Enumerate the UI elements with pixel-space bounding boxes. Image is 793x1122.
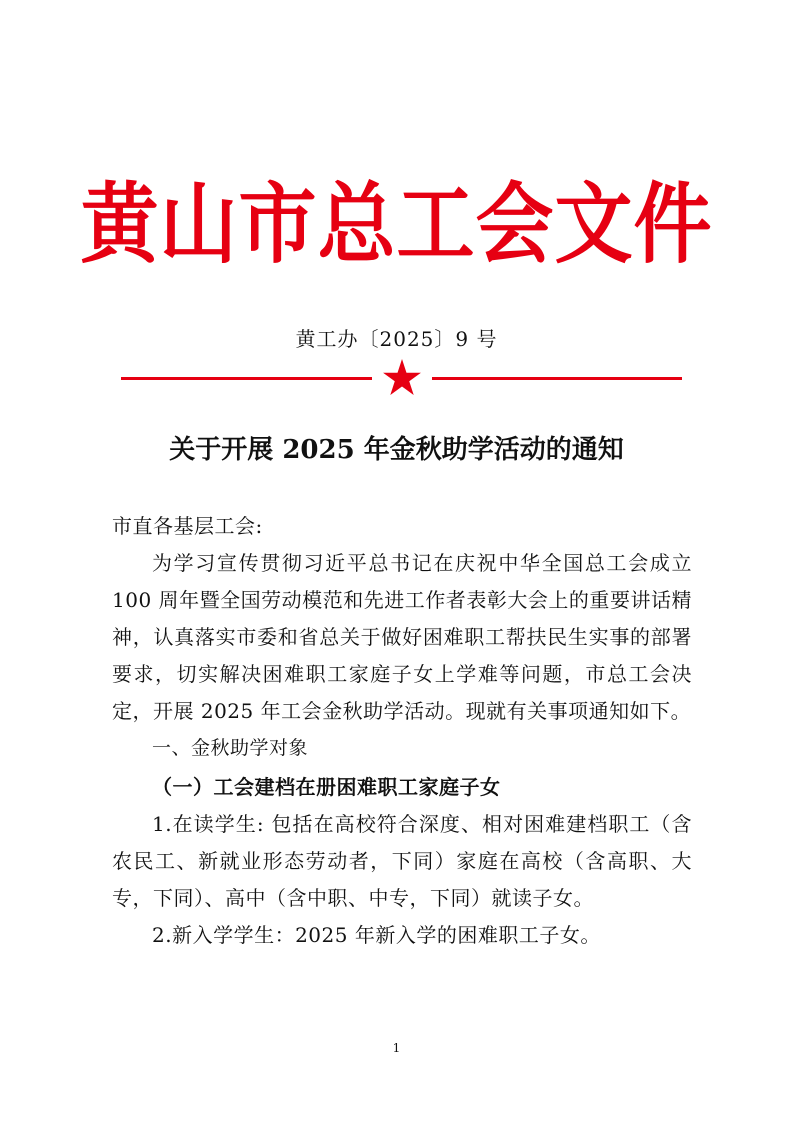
list-item: 1.在读学生: 包括在高校符合深度、相对困难建档职工（含农民工、新就业形态劳动者，下同）家庭在高校（含高职、大专，下同）、高中（含中职、中专，下同）就读子女。 bbox=[112, 812, 692, 910]
intro-paragraph: 为学习宣传贯彻习近平总书记在庆祝中华全国总工会成立 100 周年暨全国劳动模范和先进工作者表彰大会上的重要讲话精神，认真落实市委和省总关于做好困难职工帮扶民生实事的部署要求，切实解决困难职工家庭子女上学难等问题，市总工会决定，开展 2025 年工会金秋助学活动。现就有关事项通知如下。 bbox=[112, 551, 692, 723]
subsection-heading: （一）工会建档在册困难职工家庭子女 bbox=[152, 775, 501, 799]
red-star-icon bbox=[383, 359, 421, 395]
notice-title: 关于开展 2025 年金秋助学活动的通知 bbox=[169, 435, 624, 465]
red-rule-right bbox=[432, 377, 682, 380]
red-rule-left bbox=[121, 377, 372, 380]
salutation: 市直各基层工会: bbox=[112, 514, 263, 538]
page-number: 1 bbox=[392, 1041, 401, 1055]
section-heading: 一、金秋助学对象 bbox=[152, 737, 309, 759]
list-item: 2.新入学学生：2025 年新入学的困难职工子女。 bbox=[152, 923, 601, 947]
document-body bbox=[112, 508, 692, 954]
document-number: 黄工办〔2025〕9 号 bbox=[295, 327, 498, 351]
masthead-title: 黄山市总工会文件 bbox=[80, 174, 713, 276]
